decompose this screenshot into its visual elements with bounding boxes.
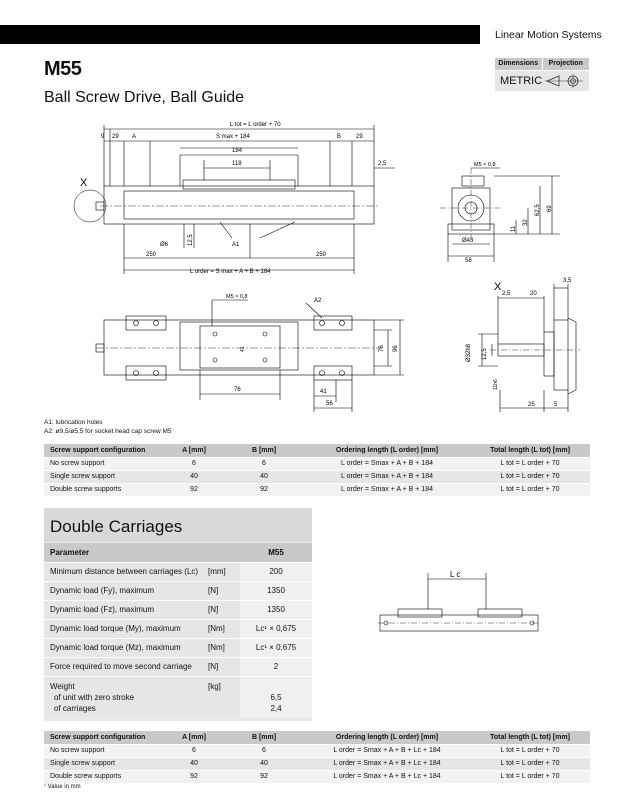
dim-lc: L c [450,570,461,579]
table-row: Double screw supports 92 92 L order = Smax + A + B + 184 L tot = L order + 70 [44,483,590,496]
dim-250b: 250 [316,252,327,258]
double-carriages-table [44,543,312,718]
table-row: Double screw supports 92 92 L order = Smax + A + B + Lc + 184 L tot = L order + 70 [44,770,590,783]
dim-184: 184 [232,148,243,154]
dim-m5-a: M5 × 0,8 [474,162,496,168]
table-row: Dynamic load (Fy), maximum [N] 1350 [44,581,312,600]
table-row-weight: Weight of unit with zero stroke of carriages [kg] 6,5 2,4 [44,676,312,718]
ordering-table-double [44,731,590,783]
table-row: Dynamic load torque (My), maximum [Nm] Lc¹ × 0,675 [44,619,312,638]
model-name: M55 [44,58,82,80]
dim-58: 58 [465,258,472,264]
metric-label: METRIC [500,75,543,87]
col-config: Screw support configuration [44,731,164,744]
col-config: Screw support configuration [44,444,164,457]
double-carriages-title: Double Carriages [44,508,312,542]
dim-20: 20 [530,291,537,297]
col-total: Total length (L tot) [mm] [470,444,590,457]
table-row: No screw support 6 6 L order = Smax + A + B + 184 L tot = L order + 70 [44,457,590,470]
col-order: Ordering length (L order) [mm] [304,444,470,457]
ordering-table-single [44,444,590,496]
detail-x-title: X [494,281,502,293]
dim-A: A [132,134,137,140]
dim-phi6: Ø6 [160,242,169,248]
top-view-body [104,320,374,375]
dim-ltot: L tot = L order + 70 [230,122,281,128]
footnote: ¹ Value in mm [44,784,81,790]
table-row: Single screw support 40 40 L order = Smax + A + B + Lc + 184 L tot = L order + 70 [44,757,590,770]
dim-62-5: 62,5 [535,204,541,216]
note-a2: A2: ø9,5/ø5,5 for socket head cap screw M5 [44,428,172,435]
table-row: Force required to move second carriage [N] 2 [44,657,312,676]
table-row: No screw support 6 6 L order = Smax + A + B + Lc + 184 L tot = L order + 70 [44,744,590,757]
dim-29a: 29 [112,134,119,140]
dim-69: 69 [547,205,553,212]
dim-118: 118 [232,161,242,167]
dim-32: 32 [523,219,529,226]
dim-56: 56 [326,401,333,407]
label-A1: A1 [232,242,240,248]
dim-76b: 76 [234,387,241,393]
label-A2: A2 [314,298,322,304]
col-a: A [mm] [164,444,224,457]
col-m55: M55 [240,543,312,562]
dim-m5-b: M5 × 0,8 [226,294,248,300]
table-row: Minimum distance between carriages (Lc) [mm] 200 [44,562,312,581]
dim-12-5: 12,5 [188,234,194,246]
dim-250a: 250 [146,252,157,258]
dimensions-label: Dimensions [498,60,539,67]
col-total: Total length (L tot) [mm] [470,731,590,744]
dim-5: 5 [554,402,558,408]
dim-9: 9 [101,134,105,140]
dim-2-5: 2,5 [378,161,387,167]
dim-41b: 41 [320,389,327,395]
dim-B: B [337,134,342,140]
col-a: A [mm] [164,731,224,744]
note-a1: A1: lubrication holes [44,419,103,426]
table-row: Dynamic load (Fz), maximum [N] 1350 [44,600,312,619]
dim-3-5: 3,5 [563,278,572,284]
dim-41: 41 [240,346,246,352]
projection-label: Projection [542,58,590,70]
drawing-notes [44,418,172,436]
col-parameter: Parameter [44,543,240,562]
table-row: Single screw support 40 40 L order = Smax + A + B + 184 L tot = L order + 70 [44,470,590,483]
side-view-body [104,186,374,224]
col-b: B [mm] [224,731,304,744]
dim-phi43: Ø43 [462,238,474,244]
detail-x-mark: X [80,177,88,189]
dim-12-5b: 12,5 [482,348,488,360]
dim-25: 25 [528,402,535,408]
double-carriage-diagram [378,565,540,635]
dim-lorder: L order = S max + A + B + 184 [190,269,271,275]
col-b: B [mm] [224,444,304,457]
dim-11h6: 11h6 [493,379,499,390]
dim-2-5b: 2,5 [502,291,511,297]
dim-11: 11 [511,225,517,232]
section-title: Linear Motion Systems [495,29,602,41]
product-subtitle: Ball Screw Drive, Ball Guide [44,89,245,106]
table-row: Dynamic load torque (Mz), maximum [Nm] Lc¹ × 0,675 [44,638,312,657]
dim-29b: 29 [356,134,363,140]
dim-76a: 76 [379,345,385,352]
col-order: Ordering length (L order) [mm] [304,731,470,744]
dim-96: 96 [393,345,399,352]
dim-phi32h8: Ø32h8 [466,343,472,362]
dim-smax: S max + 184 [216,134,250,140]
